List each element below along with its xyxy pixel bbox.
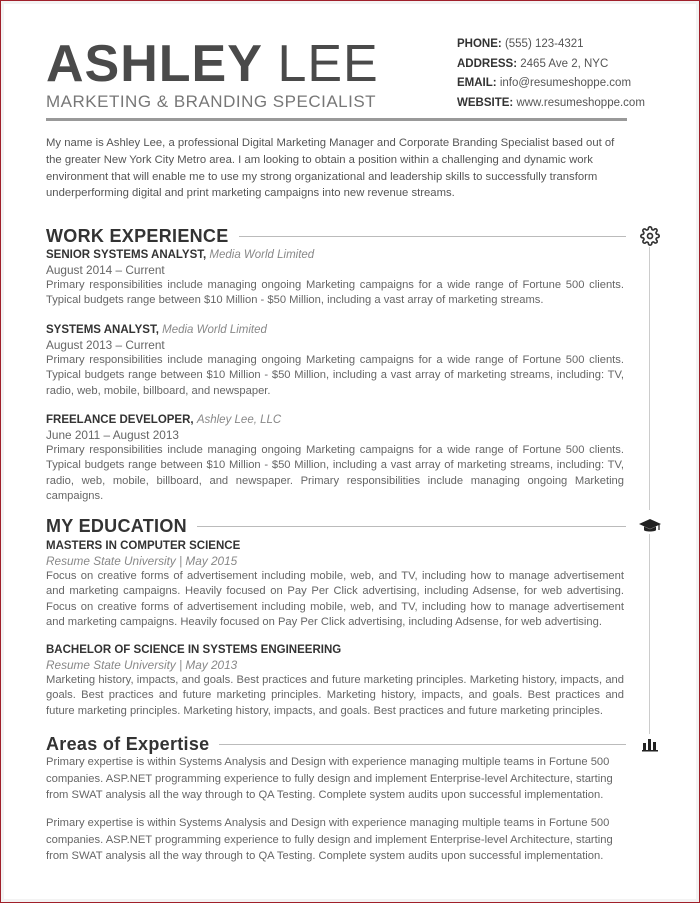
bar-chart-icon [638,732,662,756]
education-header [46,516,626,537]
first-name: ASHLEY [46,35,262,93]
expertise-paragraph: Primary expertise is within Systems Analysis and Design with experience managing multiple teams in Fortune 500 companies. ASP.NET programming experience to fully design and implement Enterprise-level Architecture, starting from SWAT analysis all the way through to QA Testing. Complete system audits upon successful implementation. [46,817,613,862]
job-description: Primary responsibilities include managing ongoing Marketing campaigns for a wide range of Fortune 500 clients. Typical budgets range between $10 Million - $50 Million, including a vast array of marketing streams. [46,279,624,307]
job-company: Media World Limited [209,249,315,261]
job-company: Media World Limited [162,324,267,336]
education-entry [46,643,624,719]
address-value: 2465 Ave 2, NYC [520,57,609,70]
address-label: ADDRESS: [457,57,518,70]
contact-website [457,94,645,114]
website-link[interactable]: www.resumeshoppe.com [516,96,645,109]
timeline-line-work [649,247,650,510]
candidate-name [46,36,379,92]
expertise-header [46,734,626,755]
header-divider [46,118,627,121]
job-description: Primary responsibilities include managing ongoing Marketing campaigns for a wide range of Fortune 500 clients. Typical budgets range between $10 Million - $50 Million, including a vast array of marketing streams, including: TV, radio, web, mobile, billboard, and newspaper. Primary responsibilities include managing ongoing Marketing campaigns. [46,444,624,503]
job-role: SENIOR SYSTEMS ANALYST, [46,249,207,261]
job-title-line [46,323,624,338]
job-dates: August 2014 – Current [46,263,165,277]
contact-block [457,35,645,113]
phone-label: PHONE: [457,38,502,50]
gear-icon [638,224,662,248]
job-dates: August 2013 – Current [46,338,165,352]
website-label: WEBSITE: [457,96,514,109]
job-description: Primary responsibilities include managing ongoing Marketing campaigns for a wide range of Fortune 500 clients. Typical budgets range between $10 Million - $50 Million, including a vast array of marketing streams, including: TV, radio, web, mobile, billboard, and newspaper. [46,354,624,397]
degree-name: MASTERS IN COMPUTER SCIENCE [46,540,241,552]
summary-paragraph: My name is Ashley Lee, a professional Digital Marketing Manager and Corporate Branding Specialist based out of the greater New York City Metro area. I am looking to obtain a position within a challenging and dynamic work environment that will enable me to use my strong organizational and leadership skills to successfully transform underperforming digital and print marketing campaigns into new revenue streams. [46,137,615,200]
education-entry [46,539,624,631]
education-heading: MY EDUCATION [46,516,187,536]
section-divider [239,236,626,237]
section-divider [197,526,626,527]
work-experience-heading: WORK EXPERIENCE [46,226,229,246]
job-entry [46,248,624,309]
degree-description: Marketing history, impacts, and goals. Best practices and future marketing principles. Marketing history, impacts, and goals. Best practices and future marketing principles. Marketing history, impacts, and goals. Best practices and future marketing principles. Marketing history, impacts, and goals. Best practices and future marketing principles. [46,674,624,717]
job-role: SYSTEMS ANALYST, [46,324,159,336]
degree-name: BACHELOR OF SCIENCE IN SYSTEMS ENGINEERING [46,644,342,656]
job-title-line [46,248,624,263]
job-title-line [46,413,624,428]
expertise-heading: Areas of Expertise [46,734,210,754]
graduation-cap-icon [638,514,662,538]
phone-value[interactable]: (555) 123-4321 [504,38,584,50]
school-and-date: Resume State University | May 2013 [46,658,238,672]
email-link[interactable]: info@resumeshoppe.com [499,77,632,89]
contact-address [457,55,645,75]
job-dates: June 2011 – August 2013 [46,428,179,442]
email-label: EMAIL: [457,77,497,89]
job-entry [46,323,624,399]
expertise-paragraph: Primary expertise is within Systems Analysis and Design with experience managing multiple teams in Fortune 500 companies. ASP.NET programming experience to fully design and implement Enterprise-level Architecture, starting from SWAT analysis all the way through to QA Testing. Complete system audits upon successful implementation. [46,756,613,801]
job-role: FREELANCE DEVELOPER, [46,414,194,426]
contact-email [457,74,645,94]
work-experience-header [46,226,626,247]
degree-description: Focus on creative forms of advertisement including mobile, web, and TV, including how to manage advertisement and marketing campaigns. Heavily focused on Pay Per Click advertising, including Adsense, for web advertising. Focus on creative forms of advertisement including mobile, web, and TV, including how to manage advertisement and marketing campaigns. Heavily focused on Pay Per Click advertising, including Adsense, for web advertising. [46,570,624,629]
job-entry [46,413,624,505]
section-divider [219,744,626,745]
contact-phone [457,35,645,55]
school-and-date: Resume State University | May 2015 [46,554,238,568]
timeline-line-education [649,534,650,734]
last-name: LEE [277,35,379,93]
job-title: MARKETING & BRANDING SPECIALIST [46,92,377,111]
job-company: Ashley Lee, LLC [196,414,282,426]
